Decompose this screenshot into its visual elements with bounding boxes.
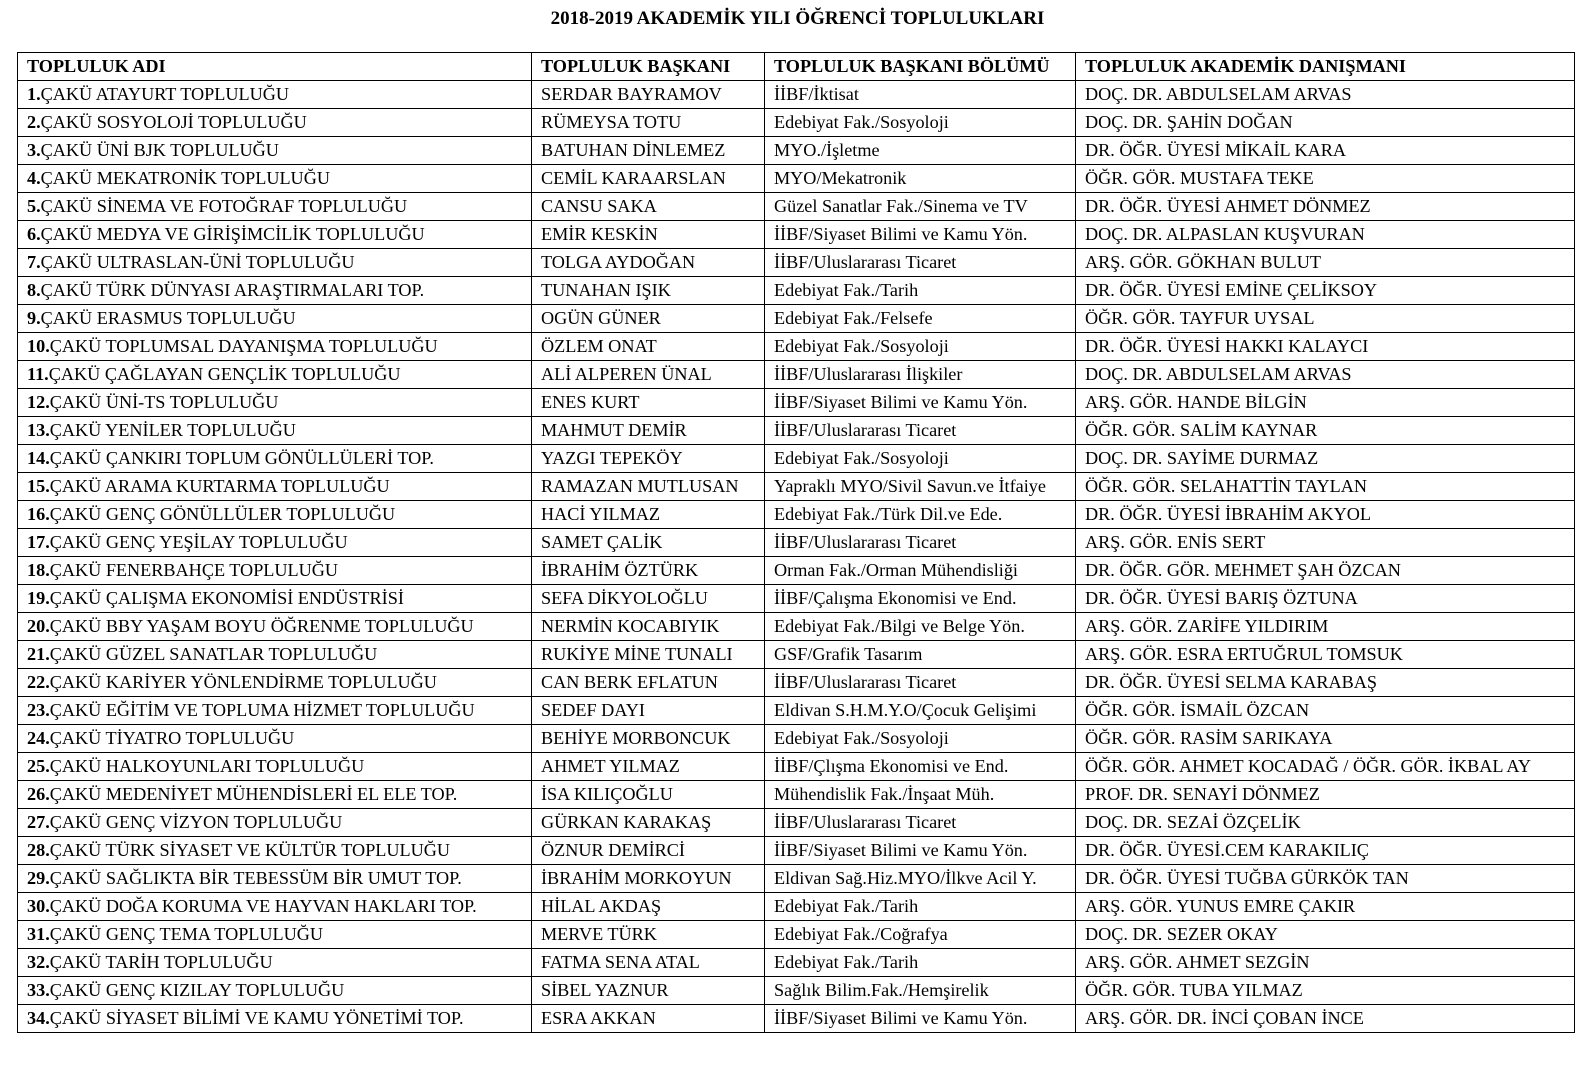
cell-advisor: DR. ÖĞR. ÜYESİ İBRAHİM AKYOL [1076, 501, 1575, 529]
table-row [18, 585, 1575, 613]
cell-president: RÜMEYSA TOTU [532, 109, 765, 137]
cell-president: CANSU SAKA [532, 193, 765, 221]
cell-advisor: DR. ÖĞR. ÜYESİ SELMA KARABAŞ [1076, 669, 1575, 697]
community-name: ÇAKÜ TİYATRO TOPLULUĞU [49, 728, 295, 748]
cell-community-name [18, 305, 532, 333]
table-row [18, 697, 1575, 725]
community-name: ÇAKÜ KARİYER YÖNLENDİRME TOPLULUĞU [49, 672, 437, 692]
table-row [18, 921, 1575, 949]
community-name: ÇAKÜ GÜZEL SANATLAR TOPLULUĞU [49, 644, 378, 664]
cell-advisor: ARŞ. GÖR. ENİS SERT [1076, 529, 1575, 557]
cell-advisor: DOÇ. DR. SAYİME DURMAZ [1076, 445, 1575, 473]
cell-department: Mühendislik Fak./İnşaat Müh. [765, 781, 1076, 809]
row-number: 7. [27, 252, 41, 272]
cell-advisor: DR. ÖĞR. ÜYESİ TUĞBA GÜRKÖK TAN [1076, 865, 1575, 893]
table-row [18, 249, 1575, 277]
cell-community-name [18, 613, 532, 641]
cell-department: İİBF/Siyaset Bilimi ve Kamu Yön. [765, 837, 1076, 865]
cell-department: İİBF/İktisat [765, 81, 1076, 109]
cell-department: Edebiyat Fak./Felsefe [765, 305, 1076, 333]
cell-community-name [18, 193, 532, 221]
cell-advisor: PROF. DR. SENAYİ DÖNMEZ [1076, 781, 1575, 809]
cell-advisor: ARŞ. GÖR. GÖKHAN BULUT [1076, 249, 1575, 277]
table-row [18, 641, 1575, 669]
cell-president: FATMA SENA ATAL [532, 949, 765, 977]
community-name: ÇAKÜ ERASMUS TOPLULUĞU [40, 308, 296, 328]
cell-advisor: ÖĞR. GÖR. AHMET KOCADAĞ / ÖĞR. GÖR. İKBAL AY [1076, 753, 1575, 781]
cell-president: ÖZLEM ONAT [532, 333, 765, 361]
community-name: ÇAKÜ SOSYOLOJİ TOPLULUĞU [40, 112, 307, 132]
cell-president: SİBEL YAZNUR [532, 977, 765, 1005]
cell-community-name [18, 529, 532, 557]
cell-advisor: DOÇ. DR. ABDULSELAM ARVAS [1076, 361, 1575, 389]
community-name: ÇAKÜ GENÇ YEŞİLAY TOPLULUĞU [49, 532, 348, 552]
cell-president: İBRAHİM ÖZTÜRK [532, 557, 765, 585]
row-number: 29. [27, 868, 50, 888]
row-number: 32. [27, 952, 50, 972]
cell-president: ALİ ALPEREN ÜNAL [532, 361, 765, 389]
cell-advisor: DR. ÖĞR. ÜYESİ HAKKI KALAYCI [1076, 333, 1575, 361]
cell-community-name [18, 445, 532, 473]
cell-community-name [18, 837, 532, 865]
cell-president: SERDAR BAYRAMOV [532, 81, 765, 109]
row-number: 21. [27, 644, 50, 664]
cell-department: Edebiyat Fak./Sosyoloji [765, 333, 1076, 361]
column-header-president: TOPLULUK BAŞKANI [532, 53, 765, 81]
row-number: 34. [27, 1008, 50, 1028]
cell-community-name [18, 389, 532, 417]
row-number: 5. [27, 196, 41, 216]
cell-community-name [18, 473, 532, 501]
cell-department: İİBF/Siyaset Bilimi ve Kamu Yön. [765, 389, 1076, 417]
table-row [18, 305, 1575, 333]
community-name: ÇAKÜ GENÇ KIZILAY TOPLULUĞU [49, 980, 345, 1000]
table-row [18, 193, 1575, 221]
cell-community-name [18, 809, 532, 837]
row-number: 26. [27, 784, 50, 804]
cell-advisor: DR. ÖĞR. ÜYESİ.CEM KARAKILIÇ [1076, 837, 1575, 865]
cell-community-name [18, 697, 532, 725]
cell-president: HACİ YILMAZ [532, 501, 765, 529]
cell-department: İİBF/Uluslararası İlişkiler [765, 361, 1076, 389]
row-number: 22. [27, 672, 50, 692]
cell-department: Edebiyat Fak./Tarih [765, 893, 1076, 921]
page-title: 2018-2019 AKADEMİK YILI ÖĞRENCİ TOPLULUKLARI [550, 8, 1045, 29]
cell-department: İİBF/Çlışma Ekonomisi ve End. [765, 753, 1076, 781]
row-number: 31. [27, 924, 50, 944]
cell-department: İİBF/Siyaset Bilimi ve Kamu Yön. [765, 1005, 1076, 1033]
community-name: ÇAKÜ ÇALIŞMA EKONOMİSİ ENDÜSTRİSİ [49, 588, 404, 608]
table-row [18, 501, 1575, 529]
cell-community-name [18, 865, 532, 893]
cell-advisor: DR. ÖĞR. ÜYESİ EMİNE ÇELİKSOY [1076, 277, 1575, 305]
cell-president: OGÜN GÜNER [532, 305, 765, 333]
cell-department: Eldivan S.H.M.Y.O/Çocuk Gelişimi [765, 697, 1076, 725]
community-name: ÇAKÜ TOPLUMSAL DAYANIŞMA TOPLULUĞU [49, 336, 438, 356]
table-row [18, 473, 1575, 501]
table-row [18, 809, 1575, 837]
table-row [18, 417, 1575, 445]
table-row [18, 109, 1575, 137]
row-number: 12. [27, 392, 50, 412]
row-number: 33. [27, 980, 50, 1000]
cell-department: İİBF/Uluslararası Ticaret [765, 809, 1076, 837]
community-name: ÇAKÜ MEKATRONİK TOPLULUĞU [40, 168, 330, 188]
row-number: 11. [27, 364, 49, 384]
cell-department: Edebiyat Fak./Sosyoloji [765, 109, 1076, 137]
cell-president: MAHMUT DEMİR [532, 417, 765, 445]
cell-advisor: ÖĞR. GÖR. TUBA YILMAZ [1076, 977, 1575, 1005]
community-name: ÇAKÜ FENERBAHÇE TOPLULUĞU [49, 560, 339, 580]
community-name: ÇAKÜ GENÇ GÖNÜLLÜLER TOPLULUĞU [49, 504, 396, 524]
community-name: ÇAKÜ GENÇ VİZYON TOPLULUĞU [49, 812, 343, 832]
row-number: 19. [27, 588, 50, 608]
community-name: ÇAKÜ ÜNİ BJK TOPLULUĞU [40, 140, 279, 160]
cell-community-name [18, 109, 532, 137]
cell-department: Edebiyat Fak./Bilgi ve Belge Yön. [765, 613, 1076, 641]
row-number: 1. [27, 84, 41, 104]
cell-community-name [18, 557, 532, 585]
cell-department: Eldivan Sağ.Hiz.MYO/İlkve Acil Y. [765, 865, 1076, 893]
row-number: 24. [27, 728, 50, 748]
cell-community-name [18, 725, 532, 753]
column-header-president-department: TOPLULUK BAŞKANI BÖLÜMÜ [765, 53, 1076, 81]
table-row [18, 221, 1575, 249]
cell-advisor: ARŞ. GÖR. ZARİFE YILDIRIM [1076, 613, 1575, 641]
table-row [18, 389, 1575, 417]
row-number: 23. [27, 700, 50, 720]
community-name: ÇAKÜ SAĞLIKTA BİR TEBESSÜM BİR UMUT TOP. [49, 868, 462, 888]
cell-advisor: DOÇ. DR. ABDULSELAM ARVAS [1076, 81, 1575, 109]
community-name: ÇAKÜ MEDYA VE GİRİŞİMCİLİK TOPLULUĞU [40, 224, 425, 244]
cell-community-name [18, 277, 532, 305]
table-row [18, 893, 1575, 921]
row-number: 17. [27, 532, 50, 552]
community-name: ÇAKÜ TARİH TOPLULUĞU [49, 952, 273, 972]
cell-department: GSF/Grafik Tasarım [765, 641, 1076, 669]
table-row [18, 137, 1575, 165]
cell-advisor: DOÇ. DR. ŞAHİN DOĞAN [1076, 109, 1575, 137]
community-name: ÇAKÜ EĞİTİM VE TOPLUMA HİZMET TOPLULUĞU [49, 700, 475, 720]
cell-president: SEFA DİKYOLOĞLU [532, 585, 765, 613]
cell-community-name [18, 949, 532, 977]
table-row [18, 949, 1575, 977]
community-name: ÇAKÜ TÜRK DÜNYASI ARAŞTIRMALARI TOP. [40, 280, 425, 300]
row-number: 6. [27, 224, 41, 244]
cell-advisor: DR. ÖĞR. ÜYESİ MİKAİL KARA [1076, 137, 1575, 165]
community-name: ÇAKÜ ÜNİ-TS TOPLULUĞU [49, 392, 279, 412]
table-row [18, 725, 1575, 753]
cell-department: Orman Fak./Orman Mühendisliği [765, 557, 1076, 585]
cell-president: CEMİL KARAARSLAN [532, 165, 765, 193]
cell-department: İİBF/Uluslararası Ticaret [765, 669, 1076, 697]
cell-advisor: ARŞ. GÖR. YUNUS EMRE ÇAKIR [1076, 893, 1575, 921]
cell-advisor: DR. ÖĞR. GÖR. MEHMET ŞAH ÖZCAN [1076, 557, 1575, 585]
cell-community-name [18, 669, 532, 697]
table-row [18, 361, 1575, 389]
cell-community-name [18, 81, 532, 109]
cell-advisor: DOÇ. DR. SEZER OKAY [1076, 921, 1575, 949]
cell-department: MYO./İşletme [765, 137, 1076, 165]
cell-president: EMİR KESKİN [532, 221, 765, 249]
cell-president: BEHİYE MORBONCUK [532, 725, 765, 753]
cell-advisor: ÖĞR. GÖR. İSMAİL ÖZCAN [1076, 697, 1575, 725]
table-row [18, 165, 1575, 193]
column-header-community-name: TOPLULUK ADI [18, 53, 532, 81]
row-number: 25. [27, 756, 50, 776]
cell-president: AHMET YILMAZ [532, 753, 765, 781]
cell-community-name [18, 333, 532, 361]
communities-table [17, 52, 1575, 1033]
table-row [18, 613, 1575, 641]
cell-community-name [18, 753, 532, 781]
cell-advisor: ÖĞR. GÖR. SELAHATTİN TAYLAN [1076, 473, 1575, 501]
row-number: 8. [27, 280, 41, 300]
row-number: 30. [27, 896, 50, 916]
cell-president: TOLGA AYDOĞAN [532, 249, 765, 277]
community-name: ÇAKÜ SİYASET BİLİMİ VE KAMU YÖNETİMİ TOP. [49, 1008, 464, 1028]
table-row [18, 837, 1575, 865]
community-name: ÇAKÜ GENÇ TEMA TOPLULUĞU [49, 924, 324, 944]
cell-president: ÖZNUR DEMİRCİ [532, 837, 765, 865]
cell-department: Edebiyat Fak./Tarih [765, 277, 1076, 305]
cell-advisor: ÖĞR. GÖR. TAYFUR UYSAL [1076, 305, 1575, 333]
cell-community-name [18, 361, 532, 389]
cell-community-name [18, 221, 532, 249]
cell-community-name [18, 249, 532, 277]
cell-president: BATUHAN DİNLEMEZ [532, 137, 765, 165]
table-row [18, 1005, 1575, 1033]
cell-advisor: ARŞ. GÖR. ESRA ERTUĞRUL TOMSUK [1076, 641, 1575, 669]
row-number: 10. [27, 336, 50, 356]
table-row [18, 669, 1575, 697]
row-number: 20. [27, 616, 50, 636]
cell-president: ENES KURT [532, 389, 765, 417]
cell-president: YAZGI TEPEKÖY [532, 445, 765, 473]
cell-community-name [18, 1005, 532, 1033]
row-number: 28. [27, 840, 50, 860]
cell-president: GÜRKAN KARAKAŞ [532, 809, 765, 837]
cell-president: HİLAL AKDAŞ [532, 893, 765, 921]
cell-community-name [18, 165, 532, 193]
cell-advisor: ÖĞR. GÖR. RASİM SARIKAYA [1076, 725, 1575, 753]
row-number: 15. [27, 476, 50, 496]
cell-president: CAN BERK EFLATUN [532, 669, 765, 697]
table-row [18, 333, 1575, 361]
cell-advisor: DOÇ. DR. ALPASLAN KUŞVURAN [1076, 221, 1575, 249]
row-number: 14. [27, 448, 50, 468]
cell-department: İİBF/Siyaset Bilimi ve Kamu Yön. [765, 221, 1076, 249]
column-header-academic-advisor: TOPLULUK AKADEMİK DANIŞMANI [1076, 53, 1575, 81]
community-name: ÇAKÜ TÜRK SİYASET VE KÜLTÜR TOPLULUĞU [49, 840, 451, 860]
community-name: ÇAKÜ BBY YAŞAM BOYU ÖĞRENME TOPLULUĞU [49, 616, 474, 636]
cell-president: ESRA AKKAN [532, 1005, 765, 1033]
cell-community-name [18, 781, 532, 809]
cell-president: İSA KILIÇOĞLU [532, 781, 765, 809]
cell-president: RUKİYE MİNE TUNALI [532, 641, 765, 669]
cell-community-name [18, 417, 532, 445]
row-number: 16. [27, 504, 50, 524]
cell-department: MYO/Mekatronik [765, 165, 1076, 193]
community-name: ÇAKÜ YENİLER TOPLULUĞU [49, 420, 296, 440]
community-name: ÇAKÜ MEDENİYET MÜHENDİSLERİ EL ELE TOP. [49, 784, 458, 804]
cell-advisor: DOÇ. DR. SEZAİ ÖZÇELİK [1076, 809, 1575, 837]
cell-department: İİBF/Uluslararası Ticaret [765, 417, 1076, 445]
cell-department: Edebiyat Fak./Sosyoloji [765, 445, 1076, 473]
table-row [18, 977, 1575, 1005]
table-body [18, 81, 1575, 1033]
cell-advisor: ÖĞR. GÖR. SALİM KAYNAR [1076, 417, 1575, 445]
row-number: 3. [27, 140, 41, 160]
table-row [18, 865, 1575, 893]
table-row [18, 781, 1575, 809]
row-number: 9. [27, 308, 41, 328]
cell-department: Sağlık Bilim.Fak./Hemşirelik [765, 977, 1076, 1005]
cell-department: Edebiyat Fak./Türk Dil.ve Ede. [765, 501, 1076, 529]
cell-president: NERMİN KOCABIYIK [532, 613, 765, 641]
cell-president: MERVE TÜRK [532, 921, 765, 949]
cell-department: Edebiyat Fak./Coğrafya [765, 921, 1076, 949]
cell-department: Edebiyat Fak./Sosyoloji [765, 725, 1076, 753]
community-name: ÇAKÜ DOĞA KORUMA VE HAYVAN HAKLARI TOP. [49, 896, 477, 916]
cell-president: RAMAZAN MUTLUSAN [532, 473, 765, 501]
row-number: 27. [27, 812, 50, 832]
row-number: 2. [27, 112, 41, 132]
cell-department: İİBF/Uluslararası Ticaret [765, 529, 1076, 557]
cell-president: SEDEF DAYI [532, 697, 765, 725]
cell-department: Yapraklı MYO/Sivil Savun.ve İtfaiye [765, 473, 1076, 501]
cell-advisor: ARŞ. GÖR. HANDE BİLGİN [1076, 389, 1575, 417]
cell-advisor: ARŞ. GÖR. AHMET SEZGİN [1076, 949, 1575, 977]
community-name: ÇAKÜ ARAMA KURTARMA TOPLULUĞU [49, 476, 390, 496]
cell-president: SAMET ÇALİK [532, 529, 765, 557]
table-header-row [18, 53, 1575, 81]
cell-advisor: DR. ÖĞR. ÜYESİ BARIŞ ÖZTUNA [1076, 585, 1575, 613]
cell-department: Güzel Sanatlar Fak./Sinema ve TV [765, 193, 1076, 221]
cell-advisor: ÖĞR. GÖR. MUSTAFA TEKE [1076, 165, 1575, 193]
cell-department: Edebiyat Fak./Tarih [765, 949, 1076, 977]
community-name: ÇAKÜ ÇAĞLAYAN GENÇLİK TOPLULUĞU [48, 364, 401, 384]
cell-community-name [18, 921, 532, 949]
table-row [18, 277, 1575, 305]
table-row [18, 529, 1575, 557]
table-row [18, 445, 1575, 473]
community-name: ÇAKÜ HALKOYUNLARI TOPLULUĞU [49, 756, 365, 776]
cell-advisor: ARŞ. GÖR. DR. İNCİ ÇOBAN İNCE [1076, 1005, 1575, 1033]
cell-community-name [18, 977, 532, 1005]
row-number: 4. [27, 168, 41, 188]
community-name: ÇAKÜ SİNEMA VE FOTOĞRAF TOPLULUĞU [40, 196, 408, 216]
cell-community-name [18, 585, 532, 613]
table-row [18, 753, 1575, 781]
cell-department: İİBF/Uluslararası Ticaret [765, 249, 1076, 277]
cell-president: TUNAHAN IŞIK [532, 277, 765, 305]
cell-advisor: DR. ÖĞR. ÜYESİ AHMET DÖNMEZ [1076, 193, 1575, 221]
community-name: ÇAKÜ ÇANKIRI TOPLUM GÖNÜLLÜLERİ TOP. [49, 448, 434, 468]
cell-president: İBRAHİM MORKOYUN [532, 865, 765, 893]
cell-community-name [18, 137, 532, 165]
community-name: ÇAKÜ ATAYURT TOPLULUĞU [40, 84, 290, 104]
row-number: 13. [27, 420, 50, 440]
cell-community-name [18, 893, 532, 921]
cell-community-name [18, 641, 532, 669]
row-number: 18. [27, 560, 50, 580]
community-name: ÇAKÜ ULTRASLAN-ÜNİ TOPLULUĞU [40, 252, 355, 272]
cell-community-name [18, 501, 532, 529]
cell-department: İİBF/Çalışma Ekonomisi ve End. [765, 585, 1076, 613]
table-row [18, 557, 1575, 585]
table-row [18, 81, 1575, 109]
